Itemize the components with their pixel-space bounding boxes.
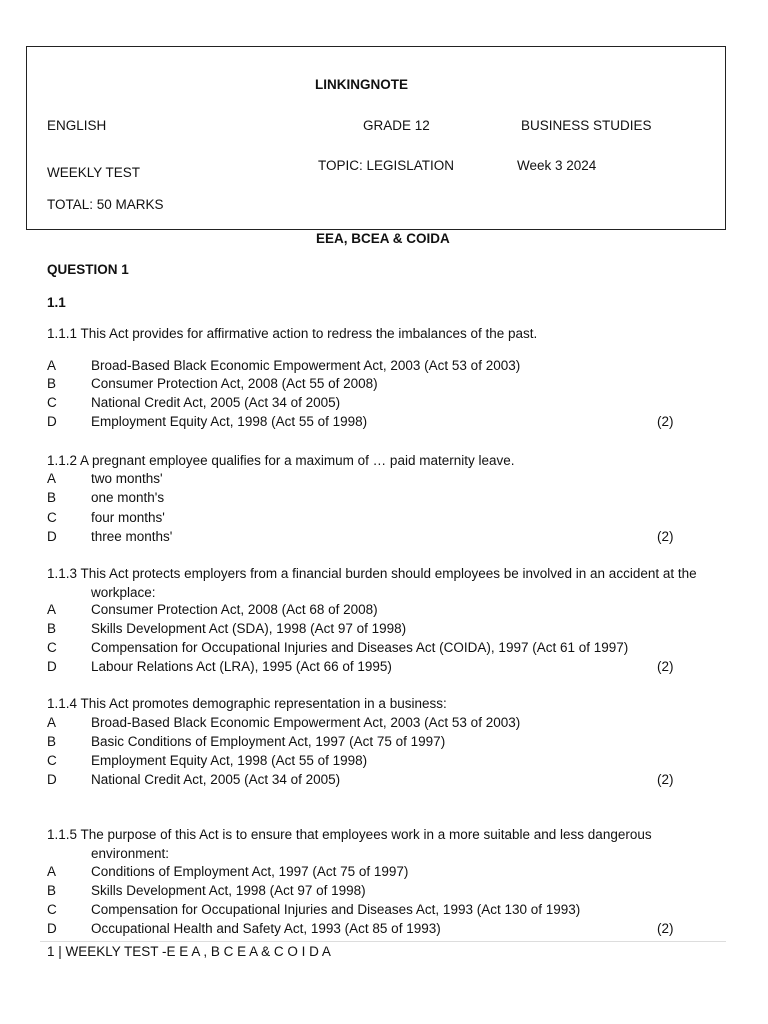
option-text: Employment Equity Act, 1998 (Act 55 of 1998) xyxy=(91,414,368,429)
option-text: Consumer Protection Act, 2008 (Act 55 of 2008) xyxy=(91,376,378,391)
option-text: Occupational Health and Safety Act, 1993 (Act 85 of 1993) xyxy=(91,921,441,936)
option-letter: D xyxy=(47,921,57,936)
option-text: Conditions of Employment Act, 1997 (Act 75 of 1997) xyxy=(91,864,409,879)
page-footer: 1 | WEEKLY TEST -E E A , B C E A & C O I D A xyxy=(47,944,331,959)
option-letter: C xyxy=(47,510,57,525)
option-letter: C xyxy=(47,640,57,655)
marks-label: (2) xyxy=(657,414,674,429)
option-text: Skills Development Act, 1998 (Act 97 of 1998) xyxy=(91,883,366,898)
option-text: three months' xyxy=(91,529,173,544)
option-letter: A xyxy=(47,358,57,373)
option-letter: B xyxy=(47,734,57,749)
option-letter: D xyxy=(47,772,57,787)
section-heading: QUESTION 1 xyxy=(47,262,129,277)
option-text: Basic Conditions of Employment Act, 1997 (Act 75 of 1997) xyxy=(91,734,446,749)
option-letter: A xyxy=(47,602,57,617)
marks-label: (2) xyxy=(657,529,674,544)
option-letter: B xyxy=(47,621,57,636)
question-stem: 1.1.2 A pregnant employee qualifies for a maximum of … paid maternity leave. xyxy=(47,453,515,468)
option-letter: B xyxy=(47,490,57,505)
question-stem-continuation: workplace: xyxy=(91,585,156,600)
option-letter: C xyxy=(47,902,57,917)
total-marks-label: TOTAL: 50 MARKS xyxy=(47,197,164,212)
option-text: one month's xyxy=(91,490,165,505)
page-title: EEA, BCEA & COIDA xyxy=(316,231,450,246)
language-label: ENGLISH xyxy=(47,118,107,133)
option-text: National Credit Act, 2005 (Act 34 of 2005) xyxy=(91,395,341,410)
question-stem: 1.1.5 The purpose of this Act is to ensure that employees work in a more suitable and less dangerous xyxy=(47,827,652,842)
question-stem: 1.1.3 This Act protects employers from a financial burden should employees be involved in an accident at the xyxy=(47,566,697,581)
footer-divider xyxy=(40,941,726,942)
option-letter: D xyxy=(47,659,57,674)
option-text: Employment Equity Act, 1998 (Act 55 of 1998) xyxy=(91,753,368,768)
option-text: National Credit Act, 2005 (Act 34 of 2005) xyxy=(91,772,341,787)
option-letter: A xyxy=(47,471,57,486)
option-letter: A xyxy=(47,715,57,730)
option-text: Consumer Protection Act, 2008 (Act 68 of 2008) xyxy=(91,602,378,617)
marks-label: (2) xyxy=(657,921,674,936)
question-stem: 1.1.4 This Act promotes demographic representation in a business: xyxy=(47,696,447,711)
option-letter: D xyxy=(47,414,57,429)
option-letter: B xyxy=(47,883,57,898)
test-type-label: WEEKLY TEST xyxy=(47,165,141,180)
option-text: Compensation for Occupational Injuries and Diseases Act (COIDA), 1997 (Act 61 of 1997) xyxy=(91,640,629,655)
option-text: Labour Relations Act (LRA), 1995 (Act 66 of 1995) xyxy=(91,659,392,674)
option-letter: C xyxy=(47,395,57,410)
topic-label: TOPIC: LEGISLATION xyxy=(318,158,455,173)
option-text: four months' xyxy=(91,510,165,525)
option-text: Broad-Based Black Economic Empowerment Act, 2003 (Act 53 of 2003) xyxy=(91,715,521,730)
option-letter: C xyxy=(47,753,57,768)
option-letter: A xyxy=(47,864,57,879)
option-text: Compensation for Occupational Injuries and Diseases Act, 1993 (Act 130 of 1993) xyxy=(91,902,581,917)
option-letter: D xyxy=(47,529,57,544)
org-name: LINKINGNOTE xyxy=(315,77,408,92)
question-stem-continuation: environment: xyxy=(91,846,170,861)
option-text: Skills Development Act (SDA), 1998 (Act 97 of 1998) xyxy=(91,621,407,636)
week-label: Week 3 2024 xyxy=(517,158,597,173)
marks-label: (2) xyxy=(657,772,674,787)
question-stem: 1.1.1 This Act provides for affirmative action to redress the imbalances of the past. xyxy=(47,326,538,341)
option-text: Broad-Based Black Economic Empowerment Act, 2003 (Act 53 of 2003) xyxy=(91,358,521,373)
subsection-heading: 1.1 xyxy=(47,295,66,310)
marks-label: (2) xyxy=(657,659,674,674)
subject-label: BUSINESS STUDIES xyxy=(521,118,652,133)
option-letter: B xyxy=(47,376,57,391)
option-text: two months' xyxy=(91,471,163,486)
grade-label: GRADE 12 xyxy=(363,118,430,133)
